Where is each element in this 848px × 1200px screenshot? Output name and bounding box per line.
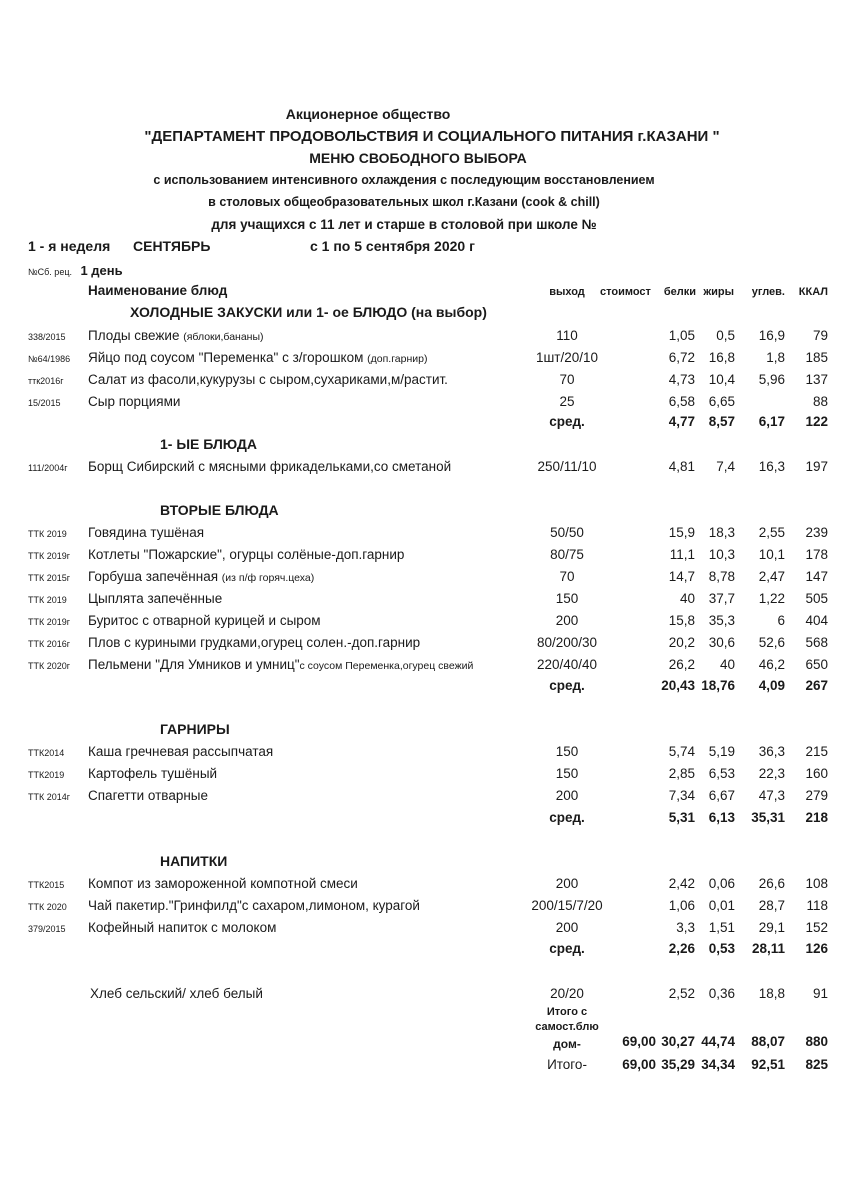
recipe-code: 379/2015: [28, 924, 66, 934]
menu-item-row: [0, 525, 848, 545]
total-kcal: 825: [805, 1057, 828, 1072]
recipe-code: ТТК 2019г: [28, 551, 71, 561]
col-kcal: ККАЛ: [798, 286, 828, 298]
dish-output: 220/40/40: [536, 657, 598, 672]
recipe-code: ТТК 2014г: [28, 792, 71, 802]
dish-name: Чай пакетир."Гринфилд"с сахаром,лимоном, курагой: [88, 898, 420, 913]
dish-kcal: 650: [805, 657, 828, 672]
col-name: Наименование блюд: [88, 283, 228, 298]
dish-carbs: 28,7: [758, 898, 785, 913]
dish-kcal: 178: [805, 547, 828, 562]
average-label: сред.: [549, 414, 585, 429]
dish-name: Спагетти отварные: [88, 788, 209, 803]
average-carbs: 6,17: [758, 414, 785, 429]
bread-output: 20/20: [550, 986, 584, 1001]
total-protein: 30,27: [661, 1034, 695, 1049]
dish-protein: 14,7: [668, 569, 695, 584]
dish-name: Салат из фасоли,кукурузы с сыром,сухариками,м/растит.: [88, 372, 448, 387]
col-carbs: углев.: [751, 286, 785, 298]
total-cost: 69,00: [622, 1057, 656, 1072]
dish-output: 200: [555, 613, 579, 628]
dish-protein: 6,58: [668, 394, 695, 409]
dish-carbs: 47,3: [758, 788, 785, 803]
menu-item-row: [0, 876, 848, 896]
dish-protein: 1,06: [668, 898, 695, 913]
average-kcal: 267: [805, 678, 828, 693]
dish-protein: 2,42: [668, 876, 695, 891]
org-name: "ДЕПАРТАМЕНТ ПРОДОВОЛЬСТВИЯ И СОЦИАЛЬНОГО ПИТАНИЯ г.КАЗАНИ ": [144, 128, 720, 145]
dish-note: (яблоки,бананы): [183, 331, 264, 343]
col-output: выход: [549, 286, 585, 298]
dish-note: (из п/ф горяч.цеха): [221, 572, 315, 584]
dish-name: Цыплята запечённые: [88, 591, 223, 606]
subtitle-3: для учащихся с 11 лет и старше в столовой при школе №: [211, 217, 597, 232]
average-fat: 18,76: [701, 678, 735, 693]
dish-output: 200/15/7/20: [531, 898, 603, 913]
menu-item-row: [0, 657, 848, 677]
dish-protein: 26,2: [668, 657, 695, 672]
average-protein: 5,31: [668, 810, 695, 825]
dish-name: Сыр порциями: [88, 394, 181, 409]
dish-output: 80/200/30: [536, 635, 598, 650]
dish-fat: 35,3: [708, 613, 735, 628]
total-carbs: 88,07: [751, 1034, 785, 1049]
menu-item-row: [0, 569, 848, 589]
dish-fat: 0,06: [708, 876, 735, 891]
average-row: [0, 810, 848, 830]
dish-fat: 37,7: [708, 591, 735, 606]
dish-kcal: 118: [806, 898, 828, 913]
section-title: ВТОРЫЕ БЛЮДА: [160, 502, 279, 518]
recipe-code: 15/2015: [28, 398, 61, 408]
section-title-row: [0, 721, 848, 741]
dish-output: 110: [556, 328, 578, 343]
average-label: сред.: [549, 810, 585, 825]
average-row: [0, 941, 848, 961]
dish-kcal: 79: [812, 328, 828, 343]
average-kcal: 218: [805, 810, 828, 825]
average-row: [0, 414, 848, 434]
average-protein: 20,43: [661, 678, 695, 693]
dish-name: Картофель тушёный: [88, 766, 218, 781]
dish-name: Говядина тушёная: [88, 525, 205, 540]
section-title-row: [0, 436, 848, 456]
dish-kcal: 215: [805, 744, 828, 759]
total-label: Итого-: [547, 1057, 587, 1072]
recipe-code: ТТК 2020: [28, 902, 67, 912]
dish-protein: 2,85: [668, 766, 695, 781]
total-fat: 44,74: [701, 1034, 735, 1049]
dish-name: Плоды свежие (яблоки,бананы): [88, 328, 264, 343]
average-protein: 2,26: [668, 941, 695, 956]
column-header-row: [0, 283, 848, 303]
dish-carbs: 2,55: [758, 525, 785, 540]
total-label-line-2: самост.блю: [535, 1021, 599, 1033]
average-row: [0, 678, 848, 698]
dish-name: Каша гречневая рассыпчатая: [88, 744, 274, 759]
menu-item-row: [0, 328, 848, 348]
dish-output: 50/50: [550, 525, 584, 540]
period-label: с 1 по 5 сентября 2020 г: [310, 238, 475, 254]
dish-kcal: 108: [805, 876, 828, 891]
average-kcal: 126: [805, 941, 828, 956]
menu-item-row: [0, 744, 848, 764]
recipe-code: ТТК2014: [28, 748, 65, 758]
recipe-code: ТТК 2019: [28, 529, 67, 539]
total-carbs: 92,51: [751, 1057, 785, 1072]
dish-output: 200: [555, 788, 579, 803]
dish-note: (доп.гарнир): [367, 353, 428, 365]
dish-kcal: 137: [805, 372, 828, 387]
recipe-no-label: №Сб. рец.: [28, 267, 72, 277]
menu-item-row: [0, 788, 848, 808]
dish-name: Буритос с отварной курицей и сыром: [88, 613, 321, 628]
dish-name: Горбуша запечённая (из п/ф горяч.цеха): [88, 569, 315, 584]
dish-output: 250/11/10: [537, 459, 597, 474]
section-title: ГАРНИРЫ: [160, 721, 230, 737]
dish-output: 70: [559, 569, 575, 584]
average-carbs: 28,11: [751, 941, 785, 956]
total-row: [0, 1057, 848, 1077]
dish-kcal: 160: [805, 766, 828, 781]
dish-protein: 4,73: [668, 372, 695, 387]
dish-carbs: 29,1: [758, 920, 785, 935]
recipe-code: ТТК 2019г: [28, 617, 71, 627]
dish-fat: 6,53: [708, 766, 735, 781]
dish-carbs: 5,96: [758, 372, 785, 387]
dish-kcal: 505: [805, 591, 828, 606]
menu-item-row: [0, 459, 848, 479]
menu-item-row: [0, 635, 848, 655]
menu-item-row: [0, 394, 848, 414]
section-title: 1- ЫЕ БЛЮДА: [160, 436, 257, 452]
recipe-code: ттк2016г: [28, 376, 64, 386]
dish-name: Борщ Сибирский с мясными фрикадельками,со сметаной: [88, 459, 452, 474]
menu-item-row: [0, 898, 848, 918]
dish-name: Яйцо под соусом "Переменка" с з/горошком (доп.гарнир): [88, 350, 428, 365]
dish-name: Плов с куриными грудками,огурец солен.-доп.гарнир: [88, 635, 421, 650]
dish-kcal: 197: [805, 459, 828, 474]
dish-carbs: 16,3: [758, 459, 785, 474]
week-label: 1 - я неделя: [28, 238, 111, 254]
dish-kcal: 88: [812, 394, 828, 409]
bread-protein: 2,52: [668, 986, 695, 1001]
dish-fat: 7,4: [716, 459, 735, 474]
menu-title: МЕНЮ СВОБОДНОГО ВЫБОРА: [309, 150, 527, 166]
average-label: сред.: [549, 941, 585, 956]
dish-kcal: 404: [805, 613, 828, 628]
dish-protein: 1,05: [668, 328, 695, 343]
total-label-line-3: дом-: [553, 1037, 581, 1051]
dish-kcal: 147: [805, 569, 828, 584]
dish-kcal: 239: [805, 525, 828, 540]
average-fat: 0,53: [708, 941, 735, 956]
dish-protein: 6,72: [668, 350, 695, 365]
recipe-code: ТТК2019: [28, 770, 65, 780]
dish-output: 80/75: [550, 547, 584, 562]
total-protein: 35,29: [661, 1057, 695, 1072]
dish-fat: 18,3: [708, 525, 735, 540]
dish-carbs: 26,6: [758, 876, 785, 891]
section-title: ХОЛОДНЫЕ ЗАКУСКИ или 1- ое БЛЮДО (на выбор): [130, 304, 487, 320]
col-protein: белки: [663, 286, 696, 298]
total-label-line-1: Итого с: [546, 1006, 588, 1018]
menu-item-row: [0, 372, 848, 392]
dish-name: Пельмени "Для Умников и умниц"с соусом Переменка,огурец свежий: [88, 657, 474, 672]
bread-row: [0, 986, 848, 1006]
dish-carbs: 2,47: [758, 569, 785, 584]
recipe-code: 111/2004г: [28, 463, 68, 473]
dish-output: 150: [555, 744, 579, 759]
dish-output: 150: [555, 591, 579, 606]
total-cost: 69,00: [622, 1034, 656, 1049]
subtitle-1: с использованием интенсивного охлаждения с последующим восстановлением: [153, 173, 655, 187]
dish-name: Котлеты "Пожарские", огурцы солёные-доп.гарнир: [88, 547, 405, 562]
recipe-code: №64/1986: [28, 354, 71, 364]
average-carbs: 4,09: [758, 678, 785, 693]
dish-carbs: 1,22: [758, 591, 785, 606]
dish-kcal: 152: [805, 920, 828, 935]
dish-output: 150: [555, 766, 579, 781]
average-fat: 6,13: [708, 810, 735, 825]
month-label: СЕНТЯБРЬ: [133, 238, 211, 254]
dish-kcal: 185: [805, 350, 828, 365]
day-line: [28, 262, 123, 280]
average-fat: 8,57: [708, 414, 735, 429]
bread-carbs: 18,8: [758, 986, 785, 1001]
org-type: Акционерное общество: [285, 106, 451, 122]
dish-protein: 5,74: [668, 744, 695, 759]
recipe-code: ТТК 2016г: [28, 639, 71, 649]
average-protein: 4,77: [668, 414, 695, 429]
section-title-row: [0, 304, 848, 324]
dish-fat: 8,78: [708, 569, 735, 584]
recipe-code: ТТК 2019: [28, 595, 67, 605]
col-fat: жиры: [703, 286, 734, 298]
bread-kcal: 91: [812, 986, 828, 1001]
dish-fat: 40: [719, 657, 735, 672]
dish-protein: 15,8: [668, 613, 695, 628]
dish-carbs: 52,6: [758, 635, 785, 650]
subtitle-2: в столовых общеобразовательных школ г.Казани (cook & chill): [208, 195, 600, 209]
dish-fat: 6,65: [708, 394, 735, 409]
average-label: сред.: [549, 678, 585, 693]
dish-fat: 16,8: [708, 350, 735, 365]
dish-fat: 30,6: [708, 635, 735, 650]
menu-item-row: [0, 350, 848, 370]
dish-carbs: 36,3: [758, 744, 785, 759]
dish-fat: 10,3: [708, 547, 735, 562]
col-cost: стоимост: [600, 286, 651, 298]
dish-protein: 3,3: [676, 920, 695, 935]
dish-carbs: 10,1: [758, 547, 785, 562]
menu-item-row: [0, 920, 848, 940]
dish-kcal: 279: [805, 788, 828, 803]
dish-carbs: 6: [777, 613, 785, 628]
dish-name: Кофейный напиток с молоком: [88, 920, 277, 935]
dish-output: 70: [559, 372, 575, 387]
recipe-code: ТТК 2015г: [28, 573, 71, 583]
dish-carbs: 1,8: [766, 350, 785, 365]
dish-output: 1шт/20/10: [535, 350, 599, 365]
dish-protein: 11,1: [669, 547, 695, 562]
dish-protein: 15,9: [668, 525, 695, 540]
total-kcal: 880: [805, 1034, 828, 1049]
dish-note: с соусом Переменка,огурец свежий: [299, 660, 474, 672]
dish-output: 25: [559, 394, 575, 409]
dish-carbs: 22,3: [758, 766, 785, 781]
dish-name: Компот из замороженной компотной смеси: [88, 876, 358, 891]
menu-item-row: [0, 591, 848, 611]
dish-protein: 7,34: [668, 788, 695, 803]
menu-item-row: [0, 613, 848, 633]
section-title-row: [0, 502, 848, 522]
bread-name: Хлеб сельский/ хлеб белый: [90, 986, 263, 1001]
bread-fat: 0,36: [708, 986, 735, 1001]
dish-fat: 10,4: [708, 372, 735, 387]
dish-fat: 0,01: [708, 898, 735, 913]
average-carbs: 35,31: [751, 810, 785, 825]
dish-fat: 6,67: [708, 788, 735, 803]
dish-protein: 20,2: [668, 635, 695, 650]
dish-protein: 40: [679, 591, 695, 606]
menu-item-row: [0, 547, 848, 567]
dish-fat: 5,19: [708, 744, 735, 759]
total-row-own-dishes: [0, 1034, 848, 1054]
average-kcal: 122: [805, 414, 828, 429]
dish-fat: 1,51: [708, 920, 735, 935]
dish-carbs: 46,2: [758, 657, 785, 672]
section-title-row: [0, 853, 848, 873]
day-label: 1 день: [80, 263, 123, 278]
menu-item-row: [0, 766, 848, 786]
recipe-code: ТТК2015: [28, 880, 65, 890]
dish-carbs: 16,9: [758, 328, 785, 343]
section-title: НАПИТКИ: [160, 853, 228, 869]
dish-protein: 4,81: [668, 459, 695, 474]
recipe-code: ТТК 2020г: [28, 661, 71, 671]
dish-output: 200: [555, 876, 579, 891]
dish-kcal: 568: [805, 635, 828, 650]
dish-output: 200: [555, 920, 579, 935]
dish-fat: 0,5: [716, 328, 735, 343]
total-fat: 34,34: [701, 1057, 735, 1072]
recipe-code: 338/2015: [28, 332, 66, 342]
